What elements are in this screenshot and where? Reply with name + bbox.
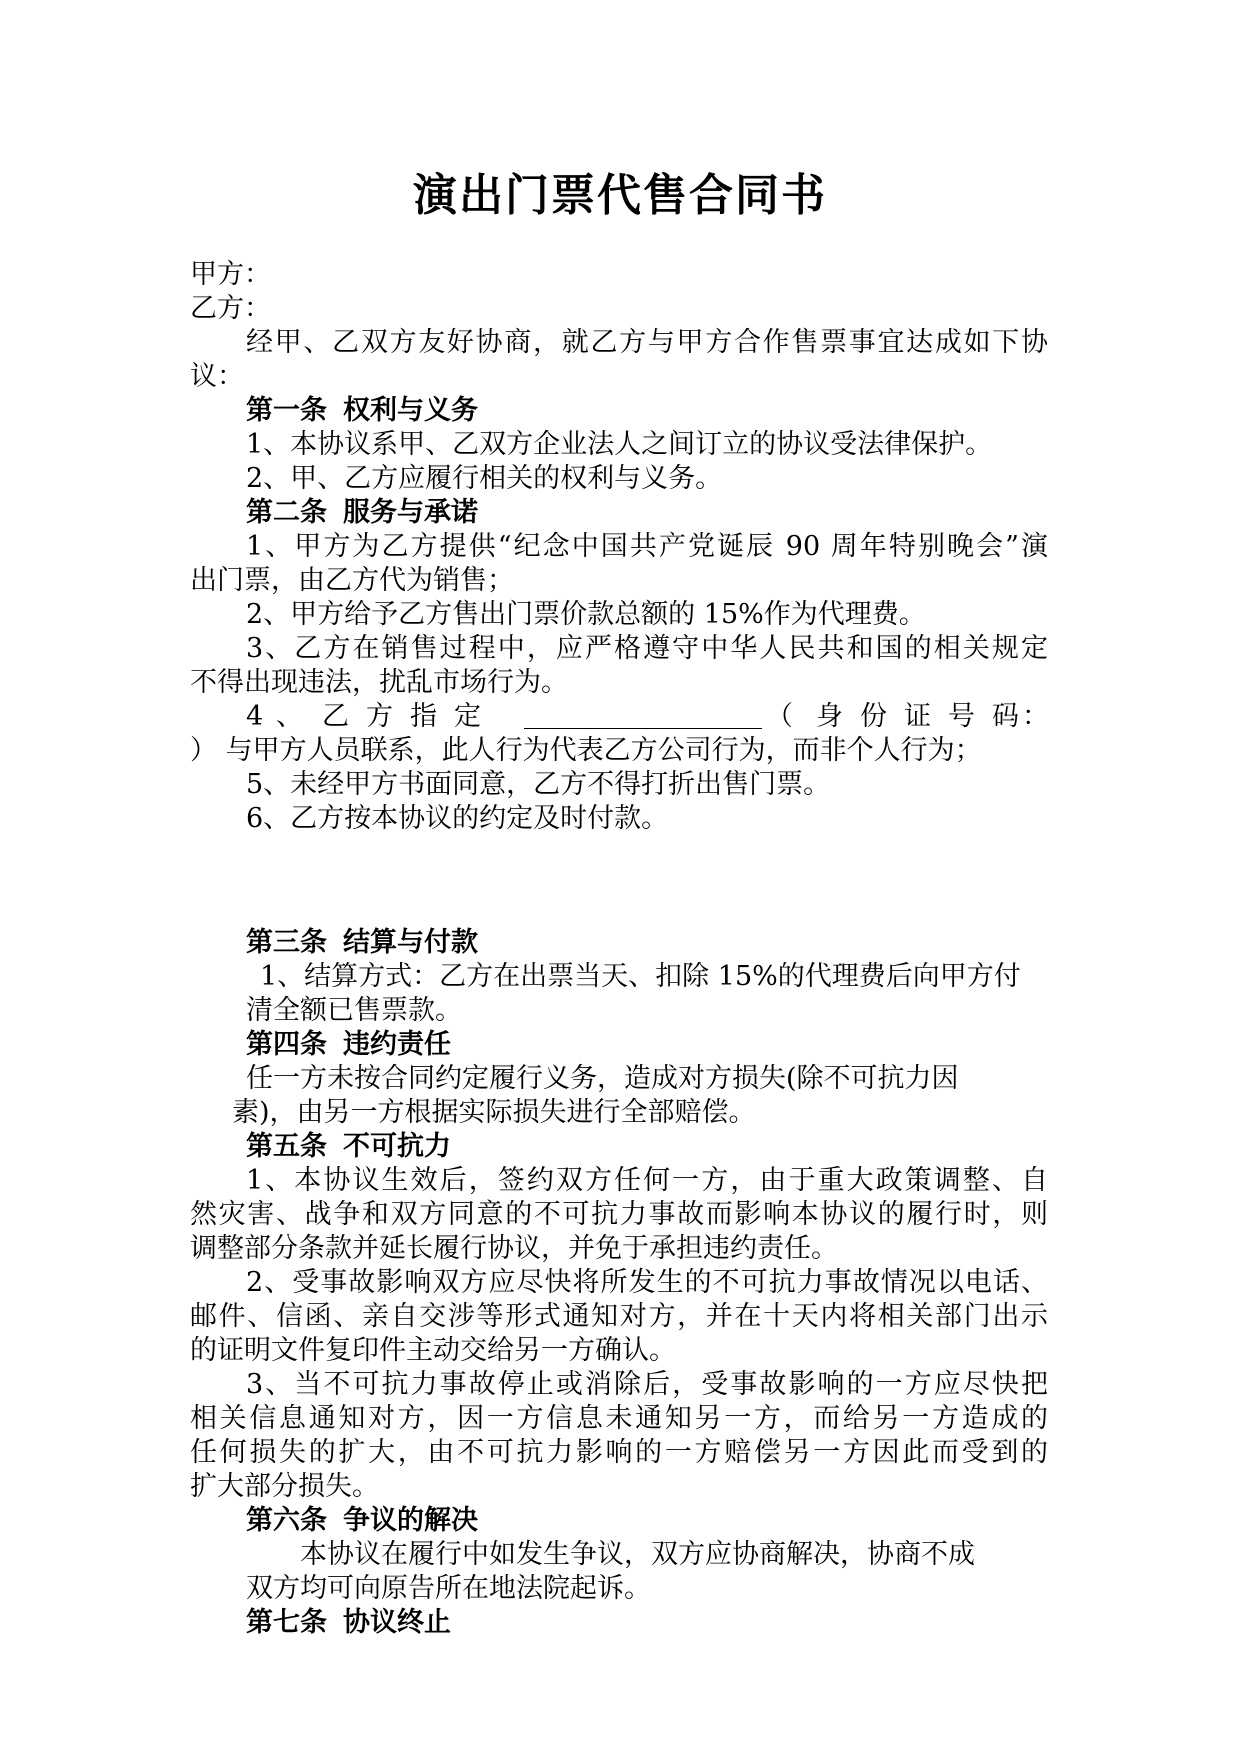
section-heading [246, 1606, 451, 1640]
clause-line: 6、乙方按本协议的约定及时付款。 [246, 803, 669, 834]
designee-name-blank[interactable] [524, 728, 762, 729]
clause-line: 1、本协议系甲、乙双方企业法人之间订立的协议受法律保护。 [246, 429, 993, 460]
clause-line: 1、甲方为乙方提供“纪念中国共产党诞辰 90 周年特别晚会”演 [246, 531, 1048, 562]
clause-line: 3、乙方在销售过程中，应严格遵守中华人民共和国的相关规定 [246, 633, 1048, 664]
section-heading [246, 496, 478, 530]
clause-line: 出门票，由乙方代为销售； [190, 565, 514, 596]
section-number: 第五条 [246, 1131, 327, 1162]
clause-line: 1、结算方式：乙方在出票当天、扣除 15%的代理费后向甲方付 [260, 961, 1021, 992]
clause-line: 2、受事故影响双方应尽快将所发生的不可抗力事故情况以电话、 [246, 1267, 1048, 1298]
clause-text: 指 [410, 701, 437, 732]
clause-text: 身 [816, 701, 843, 732]
section-heading [246, 926, 478, 960]
clause-text: 号 [948, 701, 975, 732]
party-b-label: 乙方： [190, 293, 271, 324]
clause-line: 1、本协议生效后，签约双方任何一方，由于重大政策调整、自 [246, 1165, 1048, 1196]
clause-text: （ [766, 701, 793, 732]
section-number: 第七条 [246, 1607, 327, 1638]
clause-text: 乙 [322, 701, 349, 732]
clause-text: 证 [904, 701, 931, 732]
clause-line: 2、甲方给予乙方售出门票价款总额的 15%作为代理费。 [246, 599, 926, 630]
clause-line: 扩大部分损失。 [190, 1471, 379, 1502]
clause-text: 、 [276, 701, 303, 732]
clause-line: 邮件、信函、亲自交涉等形式通知对方，并在十天内将相关部门出示 [190, 1301, 1048, 1332]
clause-line: 不得出现违法，扰乱市场行为。 [190, 667, 568, 698]
clause-text: ： [1022, 701, 1049, 732]
clause-line: 清全额已售票款。 [246, 995, 462, 1026]
intro-line: 议： [190, 361, 244, 392]
clause-line: 本协议在履行中如发生争议，双方应协商解决，协商不成 [300, 1539, 975, 1570]
section-title: 协议终止 [343, 1607, 451, 1638]
clause-line: 调整部分条款并延长履行协议，并免于承担违约责任。 [190, 1233, 838, 1264]
designee-row [246, 700, 1048, 734]
clause-line: 素)，由另一方根据实际损失进行全部赔偿。 [232, 1097, 756, 1128]
clause-text: 码 [992, 701, 1019, 732]
section-number: 第四条 [246, 1029, 327, 1060]
section-title: 违约责任 [343, 1029, 451, 1060]
clause-line: ） 与甲方人员联系，此人行为代表乙方公司行为，而非个人行为； [190, 735, 982, 766]
section-title: 不可抗力 [343, 1131, 451, 1162]
intro-line: 经甲、乙双方友好协商，就乙方与甲方合作售票事宜达成如下协 [246, 327, 1048, 358]
section-heading [246, 1028, 451, 1062]
section-number: 第三条 [246, 927, 327, 958]
section-title: 结算与付款 [343, 927, 478, 958]
clause-line: 2、甲、乙方应履行相关的权利与义务。 [246, 463, 723, 494]
clause-line: 相关信息通知对方，因一方信息未通知另一方，而给另一方造成的 [190, 1403, 1048, 1434]
section-heading [246, 394, 478, 428]
clause-line: 3、当不可抗力事故停止或消除后，受事故影响的一方应尽快把 [246, 1369, 1048, 1400]
clause-text: 4 [246, 701, 264, 732]
clause-line: 双方均可向原告所在地法院起诉。 [246, 1573, 651, 1604]
page-title: 演出门票代售合同书 [413, 170, 827, 221]
section-heading [246, 1504, 478, 1538]
section-title: 权利与义务 [343, 395, 478, 426]
clause-text: 定 [454, 701, 481, 732]
clause-line: 任一方未按合同约定履行义务，造成对方损失(除不可抗力因 [246, 1063, 959, 1094]
clause-line: 的证明文件复印件主动交给另一方确认。 [190, 1335, 676, 1366]
section-title: 争议的解决 [343, 1505, 478, 1536]
clause-line: 然灾害、战争和双方同意的不可抗力事故而影响本协议的履行时，则 [190, 1199, 1048, 1230]
section-number: 第二条 [246, 497, 327, 528]
clause-text: 方 [366, 701, 393, 732]
clause-text: 份 [860, 701, 887, 732]
section-number: 第一条 [246, 395, 327, 426]
section-heading [246, 1130, 451, 1164]
clause-line: 5、未经甲方书面同意，乙方不得打折出售门票。 [246, 769, 831, 800]
clause-line: 任何损失的扩大，由不可抗力影响的一方赔偿另一方因此而受到的 [190, 1437, 1048, 1468]
section-number: 第六条 [246, 1505, 327, 1536]
section-title: 服务与承诺 [343, 497, 478, 528]
party-a-label: 甲方： [190, 259, 271, 290]
